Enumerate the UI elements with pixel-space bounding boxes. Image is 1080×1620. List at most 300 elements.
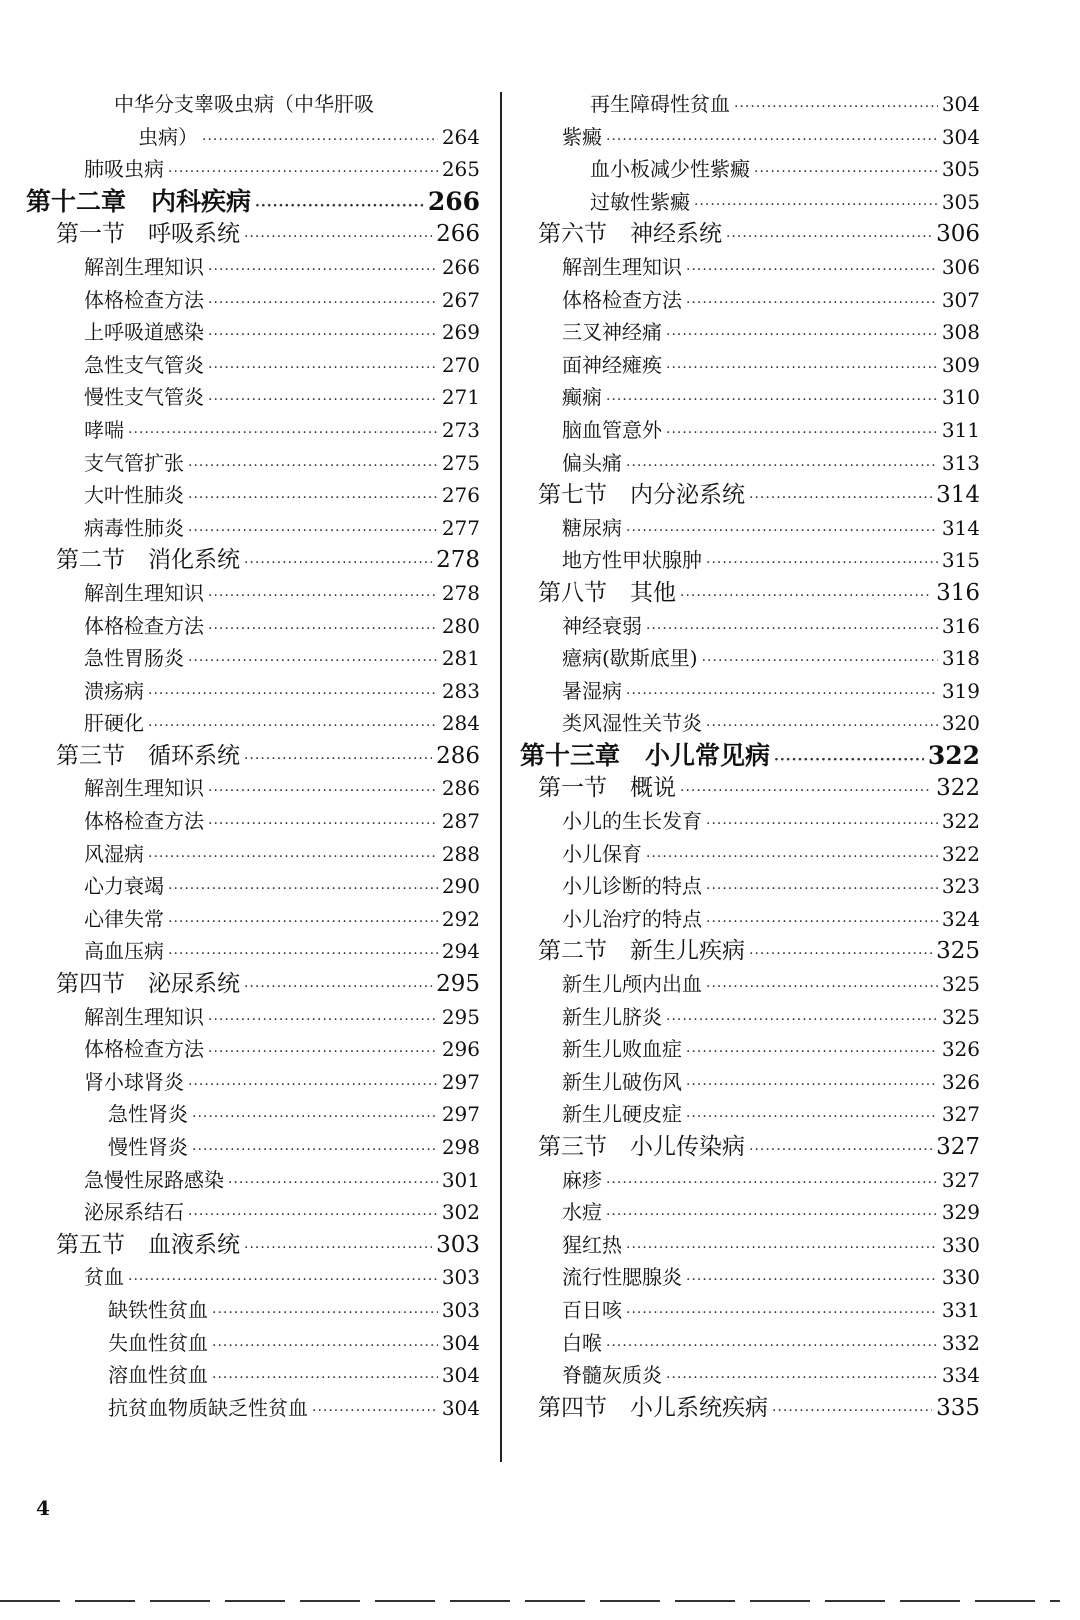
toc-entry (26, 1196, 480, 1229)
toc-entry-page: 277 (441, 515, 480, 540)
toc-entry-page: 307 (941, 287, 980, 312)
toc-entry (520, 675, 980, 708)
toc-entry-title: 慢性支气管炎 (84, 385, 204, 410)
toc-entry (520, 805, 980, 838)
toc-entry-page: 309 (941, 352, 980, 377)
toc-entry-title: 三叉神经痛 (562, 320, 662, 345)
toc-dot-leader (749, 938, 932, 971)
toc-entry-title: 慢性肾炎 (108, 1135, 188, 1159)
toc-dot-leader (228, 1167, 438, 1200)
toc-entry (520, 251, 980, 284)
toc-entry (520, 870, 980, 903)
toc-entry-page: 298 (441, 1135, 480, 1159)
toc-entry-title: 紫癜 (562, 124, 602, 149)
toc-dot-leader (208, 808, 438, 841)
toc-entry-title: 中华分支睾吸虫病（中华肝吸 (114, 92, 374, 116)
toc-dot-leader (774, 744, 924, 777)
toc-dot-leader (208, 1036, 438, 1069)
toc-entry (520, 935, 980, 968)
toc-dot-leader (666, 352, 938, 385)
toc-entry (520, 447, 980, 480)
toc-entry (520, 707, 980, 740)
toc-entry-title: 小儿的生长发育 (562, 809, 702, 834)
toc-entry-page: 303 (436, 1231, 480, 1258)
toc-entry (520, 577, 980, 610)
toc-dot-leader (706, 808, 938, 841)
toc-entry (26, 186, 480, 219)
toc-entry-title: 高血压病 (84, 939, 164, 964)
toc-entry-title: 神经衰弱 (562, 613, 642, 638)
toc-entry-page: 306 (941, 254, 980, 279)
toc-entry-page: 331 (941, 1297, 980, 1322)
toc-entry-page: 292 (441, 906, 480, 931)
toc-dot-leader (188, 645, 438, 678)
toc-entry-page: 304 (941, 92, 980, 116)
toc-entry-title: 抗贫血物质缺乏性贫血 (108, 1395, 308, 1420)
toc-dot-leader (734, 91, 938, 124)
toc-dot-leader (686, 287, 938, 320)
toc-entry-title: 类风湿性关节炎 (562, 711, 702, 736)
toc-entry (520, 153, 980, 186)
toc-entry (26, 1261, 480, 1294)
toc-entry-page: 315 (941, 548, 980, 573)
toc-entry (26, 968, 480, 1001)
toc-entry (26, 935, 480, 968)
toc-entry-title: 过敏性紫癜 (590, 189, 690, 214)
toc-entry (520, 316, 980, 349)
toc-entry (26, 88, 480, 121)
toc-entry-title: 猩红热 (562, 1232, 622, 1257)
toc-entry (520, 1164, 980, 1197)
toc-dot-leader (168, 873, 438, 906)
toc-dot-leader (749, 1134, 932, 1167)
toc-entry (26, 805, 480, 838)
toc-dot-leader (188, 482, 438, 515)
toc-dot-leader (606, 1167, 938, 1200)
toc-entry-title: 解剖生理知识 (84, 1004, 204, 1029)
toc-entry-title: 第三节 小儿传染病 (538, 1134, 745, 1160)
toc-entry-title: 体格检查方法 (84, 287, 204, 312)
toc-entry-page: 301 (441, 1167, 480, 1192)
toc-entry-page: 327 (941, 1102, 980, 1127)
toc-dot-leader (148, 841, 438, 874)
toc-entry-title: 第七节 内分泌系统 (538, 482, 745, 509)
toc-dot-leader (706, 906, 938, 939)
toc-dot-leader (686, 1036, 938, 1069)
toc-entry-page: 304 (441, 1395, 480, 1420)
toc-entry-page: 295 (436, 971, 480, 998)
toc-entry-page: 290 (441, 874, 480, 899)
toc-entry-page: 311 (941, 417, 980, 442)
toc-entry-page: 297 (441, 1102, 480, 1127)
toc-dot-leader (312, 1395, 438, 1428)
toc-entry (26, 642, 480, 675)
toc-entry (520, 1294, 980, 1327)
toc-entry (26, 381, 480, 414)
toc-entry-page: 302 (441, 1200, 480, 1225)
toc-entry-page: 287 (441, 809, 480, 834)
toc-entry-page: 335 (936, 1394, 980, 1421)
toc-entry-page: 276 (441, 483, 480, 508)
toc-entry-title: 脊髓灰质炎 (562, 1363, 662, 1388)
toc-entry-page: 322 (941, 841, 980, 866)
toc-entry-page: 280 (441, 613, 480, 638)
toc-entry (520, 610, 980, 643)
toc-entry-title: 肺吸虫病 (84, 157, 164, 182)
toc-entry-title: 癔病(歇斯底里) (562, 646, 698, 671)
toc-dot-leader (686, 1069, 938, 1102)
toc-entry (520, 968, 980, 1001)
toc-entry-title: 面神经瘫痪 (562, 352, 662, 377)
toc-entry-title: 急慢性尿路感染 (84, 1167, 224, 1192)
toc-entry-page: 327 (936, 1134, 980, 1160)
toc-entry-title: 流行性腮腺炎 (562, 1265, 682, 1290)
toc-entry-title: 血小板减少性紫癜 (590, 157, 750, 182)
toc-entry-title: 小儿治疗的特点 (562, 906, 702, 931)
toc-entry-title: 第十二章 内科疾病 (26, 186, 252, 216)
toc-entry-page: 310 (941, 385, 980, 410)
toc-entry (520, 512, 980, 545)
toc-dot-leader (244, 1232, 432, 1265)
toc-entry-title: 新生儿颅内出血 (562, 972, 702, 997)
toc-entry-title: 再生障碍性贫血 (590, 92, 730, 116)
toc-entry-title: 第四节 泌尿系统 (56, 971, 240, 998)
toc-entry-page: 330 (941, 1265, 980, 1290)
toc-entry-title: 解剖生理知识 (562, 254, 682, 279)
toc-dot-leader (680, 775, 932, 808)
toc-entry-page: 334 (941, 1363, 980, 1388)
toc-entry-page: 322 (936, 775, 980, 802)
toc-entry-page: 304 (441, 1363, 480, 1388)
toc-dot-leader (706, 547, 938, 580)
toc-entry-title: 风湿病 (84, 841, 144, 866)
toc-entry (520, 740, 980, 773)
toc-entry (26, 1327, 480, 1360)
toc-entry-title: 体格检查方法 (84, 613, 204, 638)
toc-dot-leader (168, 156, 438, 189)
toc-entry-title: 第六节 神经系统 (538, 221, 722, 248)
toc-dot-leader (706, 873, 938, 906)
toc-dot-leader (606, 1199, 938, 1232)
toc-entry-page: 314 (936, 482, 980, 509)
toc-entry (520, 1327, 980, 1360)
toc-entry (26, 1164, 480, 1197)
toc-dot-leader (646, 613, 938, 646)
toc-entry (26, 610, 480, 643)
toc-entry (520, 88, 980, 121)
toc-entry-title: 新生儿败血症 (562, 1037, 682, 1062)
toc-entry-title: 急性肾炎 (108, 1102, 188, 1127)
toc-entry (520, 414, 980, 447)
toc-entry-title: 癫痫 (562, 385, 602, 410)
toc-entry (520, 121, 980, 154)
toc-dot-leader (646, 841, 938, 874)
toc-entry-page: 294 (441, 939, 480, 964)
toc-dot-leader (208, 384, 438, 417)
toc-entry (26, 1033, 480, 1066)
toc-entry (520, 838, 980, 871)
toc-entry-page: 269 (441, 320, 480, 345)
toc-entry-title: 第一节 概说 (538, 775, 676, 802)
toc-entry-title: 第一节 呼吸系统 (56, 221, 240, 248)
toc-entry-title: 白喉 (562, 1330, 602, 1355)
toc-entry-page: 278 (441, 580, 480, 605)
toc-dot-leader (626, 1297, 938, 1330)
toc-entry (26, 414, 480, 447)
toc-entry (26, 1229, 480, 1262)
toc-entry-page: 304 (941, 124, 980, 149)
toc-dot-leader (726, 221, 932, 254)
toc-entry (26, 903, 480, 936)
toc-dot-leader (606, 1330, 938, 1363)
toc-dot-leader (188, 450, 438, 483)
toc-entry (520, 642, 980, 675)
toc-dot-leader (666, 1362, 938, 1395)
toc-dot-leader (626, 678, 938, 711)
toc-entry-title: 偏头痛 (562, 450, 622, 475)
toc-entry-page: 288 (441, 841, 480, 866)
toc-entry-page: 306 (936, 221, 980, 248)
toc-entry (26, 1098, 480, 1131)
toc-entry (26, 707, 480, 740)
toc-entry-page: 316 (941, 613, 980, 638)
toc-dot-leader (680, 580, 932, 613)
toc-entry-page: 332 (941, 1330, 980, 1355)
toc-dot-leader (208, 254, 438, 287)
toc-entry-title: 大叶性肺炎 (84, 483, 184, 508)
toc-entry-title: 贫血 (84, 1265, 124, 1290)
toc-entry-page: 296 (441, 1037, 480, 1062)
toc-entry (26, 675, 480, 708)
toc-entry (520, 772, 980, 805)
toc-entry (26, 284, 480, 317)
toc-dot-leader (188, 1199, 438, 1232)
toc-entry (520, 544, 980, 577)
toc-entry (26, 772, 480, 805)
toc-dot-leader (749, 482, 932, 515)
toc-dot-leader (626, 515, 938, 548)
toc-dot-leader (606, 384, 938, 417)
toc-entry-title: 百日咳 (562, 1297, 622, 1322)
toc-entry (520, 479, 980, 512)
footer-rule (0, 1600, 1060, 1602)
toc-entry-title: 新生儿硬皮症 (562, 1102, 682, 1127)
toc-entry-title: 体格检查方法 (84, 1037, 204, 1062)
toc-dot-leader (244, 971, 432, 1004)
toc-dot-leader (148, 710, 438, 743)
toc-entry (26, 479, 480, 512)
toc-dot-leader (212, 1330, 438, 1363)
toc-dot-leader (168, 938, 438, 971)
toc-entry-page: 316 (936, 579, 980, 606)
toc-entry (26, 251, 480, 284)
toc-entry (26, 153, 480, 186)
toc-entry (26, 121, 480, 154)
toc-entry (520, 1229, 980, 1262)
toc-entry-title: 小儿保育 (562, 841, 642, 866)
toc-entry-title: 哮喘 (84, 417, 124, 442)
toc-dot-leader (686, 1101, 938, 1134)
toc-entry (520, 1261, 980, 1294)
toc-entry (26, 1294, 480, 1327)
toc-entry-page: 303 (441, 1265, 480, 1290)
toc-entry-page: 318 (941, 646, 980, 671)
toc-dot-leader (694, 189, 938, 222)
toc-entry-page: 319 (941, 678, 980, 703)
toc-dot-leader (128, 1264, 438, 1297)
toc-entry (520, 1392, 980, 1425)
toc-entry (26, 349, 480, 382)
toc-entry-title: 新生儿破伤风 (562, 1069, 682, 1094)
toc-right-column (520, 88, 980, 1424)
toc-dot-leader (244, 743, 432, 776)
page-number: 4 (36, 1496, 50, 1520)
toc-dot-leader (188, 1069, 438, 1102)
toc-entry (26, 512, 480, 545)
toc-entry-title: 第四节 小儿系统疾病 (538, 1394, 768, 1421)
toc-entry-title: 支气管扩张 (84, 450, 184, 475)
toc-entry-page: 281 (441, 646, 480, 671)
toc-entry-page: 283 (441, 678, 480, 703)
toc-entry-title: 地方性甲状腺肿 (562, 548, 702, 573)
toc-entry (520, 1033, 980, 1066)
toc-entry-title: 上呼吸道感染 (84, 320, 204, 345)
toc-entry-title: 急性支气管炎 (84, 352, 204, 377)
toc-entry-page: 273 (441, 417, 480, 442)
toc-dot-leader (772, 1395, 932, 1428)
toc-entry-title: 解剖生理知识 (84, 776, 204, 801)
toc-dot-leader (208, 775, 438, 808)
toc-entry-page: 305 (941, 157, 980, 182)
toc-entry-page: 284 (441, 711, 480, 736)
toc-entry (520, 1196, 980, 1229)
toc-dot-leader (606, 124, 938, 157)
toc-entry-page: 308 (941, 320, 980, 345)
toc-dot-leader (706, 971, 938, 1004)
toc-dot-leader (244, 547, 432, 580)
toc-dot-leader (666, 1004, 938, 1037)
toc-entry-page: 266 (436, 221, 480, 248)
toc-entry (520, 284, 980, 317)
toc-entry-page: 325 (941, 1004, 980, 1029)
toc-entry-page: 326 (941, 1037, 980, 1062)
toc-entry (520, 218, 980, 251)
toc-entry-page: 322 (927, 740, 980, 770)
toc-left-column (26, 88, 480, 1424)
toc-entry-page: 265 (441, 157, 480, 182)
toc-entry-page: 286 (441, 776, 480, 801)
toc-entry-page: 320 (941, 711, 980, 736)
toc-dot-leader (626, 450, 938, 483)
toc-entry-title: 溶血性贫血 (108, 1363, 208, 1388)
toc-dot-leader (212, 1297, 438, 1330)
toc-dot-leader (212, 1362, 438, 1395)
toc-dot-leader (255, 190, 424, 223)
toc-entry (26, 1131, 480, 1164)
toc-dot-leader (202, 124, 438, 157)
toc-entry-title: 糖尿病 (562, 515, 622, 540)
toc-entry (26, 1359, 480, 1392)
toc-entry-title: 第五节 血液系统 (56, 1231, 240, 1258)
toc-dot-leader (666, 319, 938, 352)
toc-entry-page: 278 (436, 547, 480, 574)
toc-dot-leader (128, 417, 438, 450)
toc-dot-leader (244, 221, 432, 254)
toc-entry (520, 349, 980, 382)
toc-entry-page: 270 (441, 352, 480, 377)
toc-entry-title: 肝硬化 (84, 711, 144, 736)
toc-entry-title: 第三节 循环系统 (56, 742, 240, 769)
toc-entry-page: 266 (427, 186, 480, 216)
toc-entry (520, 1359, 980, 1392)
toc-entry-title: 麻疹 (562, 1167, 602, 1192)
toc-entry-page: 325 (941, 972, 980, 997)
toc-dot-leader (208, 1004, 438, 1037)
toc-entry-title: 泌尿系结石 (84, 1200, 184, 1225)
toc-entry (520, 1001, 980, 1034)
toc-entry (26, 1066, 480, 1099)
toc-entry (520, 1066, 980, 1099)
toc-dot-leader (208, 287, 438, 320)
toc-entry-page: 286 (436, 742, 480, 769)
toc-entry (520, 1098, 980, 1131)
toc-entry-page: 266 (441, 254, 480, 279)
toc-entry-title: 体格检查方法 (562, 287, 682, 312)
toc-entry-page: 326 (941, 1069, 980, 1094)
toc-entry-page: 327 (941, 1167, 980, 1192)
toc-entry-page: 305 (941, 189, 980, 214)
toc-entry (520, 186, 980, 219)
toc-entry-page: 325 (936, 938, 980, 965)
toc-entry (26, 838, 480, 871)
toc-dot-leader (188, 515, 438, 548)
toc-entry-title: 脑血管意外 (562, 417, 662, 442)
toc-entry (26, 544, 480, 577)
toc-entry-title: 第八节 其他 (538, 579, 676, 606)
toc-dot-leader (686, 254, 938, 287)
toc-entry-page: 329 (941, 1200, 980, 1225)
toc-dot-leader (208, 319, 438, 352)
toc-entry-title: 急性胃肠炎 (84, 646, 184, 671)
toc-entry (26, 447, 480, 480)
toc-entry (26, 218, 480, 251)
toc-dot-leader (208, 352, 438, 385)
toc-entry-page: 324 (941, 906, 980, 931)
toc-entry-title: 肾小球肾炎 (84, 1069, 184, 1094)
toc-entry-title: 心力衰竭 (84, 874, 164, 899)
toc-dot-leader (702, 645, 938, 678)
toc-entry-page: 304 (441, 1330, 480, 1355)
toc-entry-title: 解剖生理知识 (84, 254, 204, 279)
toc-entry-title: 体格检查方法 (84, 809, 204, 834)
toc-entry-title: 失血性贫血 (108, 1330, 208, 1355)
toc-entry-page: 313 (941, 450, 980, 475)
toc-entry-title: 第二节 消化系统 (56, 547, 240, 574)
toc-entry (26, 577, 480, 610)
toc-entry-page: 314 (941, 515, 980, 540)
toc-entry-page: 322 (941, 809, 980, 834)
toc-dot-leader (192, 1134, 438, 1167)
toc-entry-page: 323 (941, 874, 980, 899)
toc-entry (520, 903, 980, 936)
toc-entry (26, 316, 480, 349)
toc-entry-title: 新生儿脐炎 (562, 1004, 662, 1029)
toc-dot-leader (706, 710, 938, 743)
toc-entry (520, 1131, 980, 1164)
toc-entry-title: 缺铁性贫血 (108, 1297, 208, 1322)
toc-entry-title: 小儿诊断的特点 (562, 874, 702, 899)
toc-entry (26, 1001, 480, 1034)
